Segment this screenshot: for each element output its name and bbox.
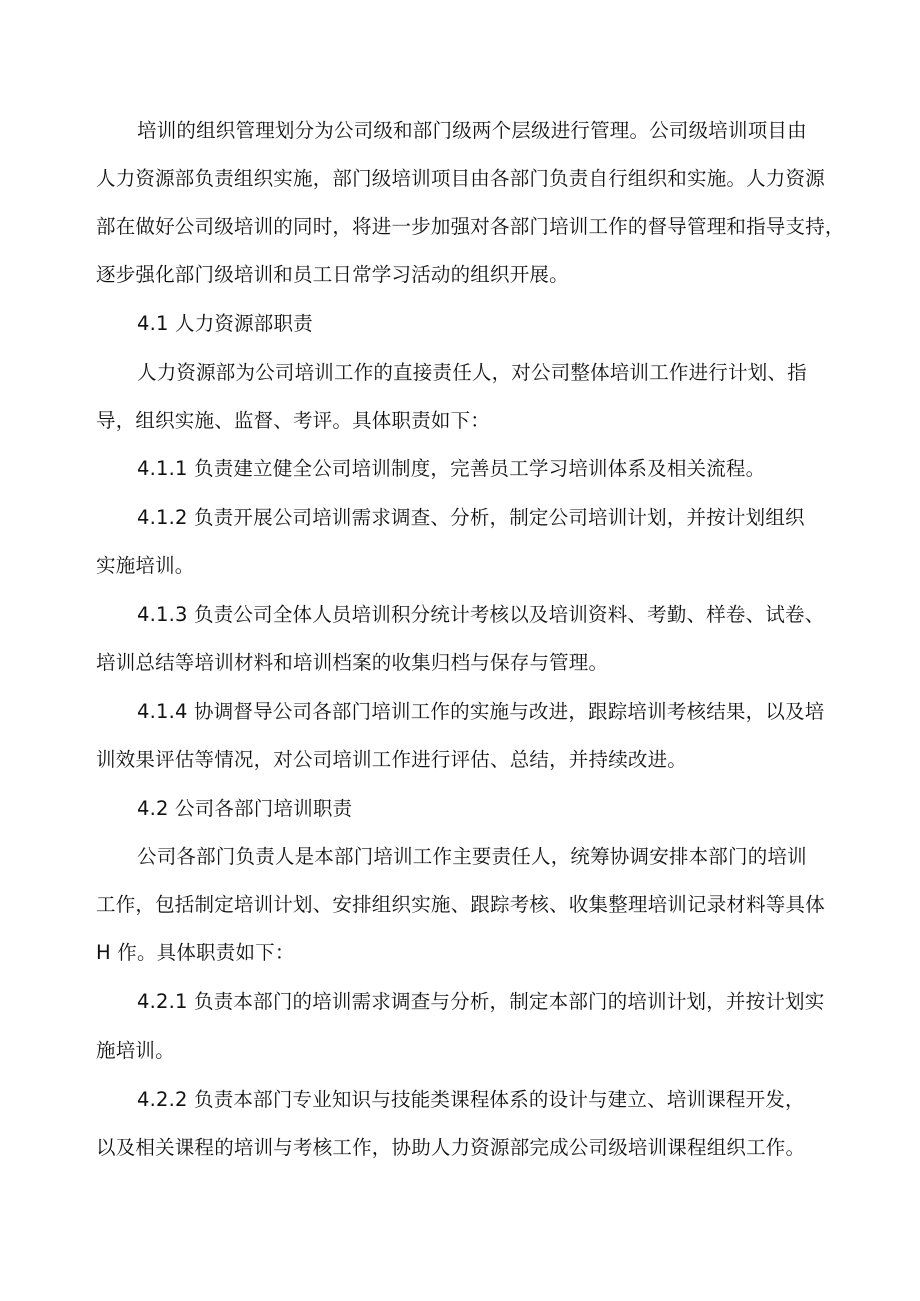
item-4-1-4-line-1: 4.1.4 协调督导公司各部门培训工作的实施与改进，跟踪培训考核结果，以及培 [137,700,825,723]
sec-4-1-intro-line-2: 导，组织实施、监督、考评。具体职责如下： [96,409,491,432]
intro-line-1: 培训的组织管理划分为公司级和部门级两个层级进行管理。公司级培训项目由 [137,119,807,142]
item-4-1-2-line-2: 实施培训。 [96,554,195,577]
item-4-2-2-line-2: 以及相关课程的培训与考核工作，协助人力资源部完成公司级培训课程组织工作。 [96,1136,806,1159]
item-4-1-2-line-1: 4.1.2 负责开展公司培训需求调查、分析，制定公司培训计划，并按计划组织 [137,506,805,529]
sec-4-2-intro-line-2: 工作，包括制定培训计划、安排组织实施、跟踪考核、收集整理培训记录材料等具体 [96,893,825,916]
intro-line-2: 人力资源部负责组织实施，部门级培训项目由各部门负责自行组织和实施。人力资源 [96,167,825,190]
item-4-1-3-line-1: 4.1.3 负责公司全体人员培训积分统计考核以及培训资料、考勤、样卷、试卷、 [137,603,825,626]
item-4-2-1-line-2: 施培训。 [96,1039,175,1062]
sec-4-1-intro-line-1: 人力资源部为公司培训工作的直接责任人，对公司整体培训工作进行计划、指 [137,361,807,384]
item-4-1-3-line-2: 培训总结等培训材料和培训档案的收集归档与保存与管理。 [96,651,609,674]
section-heading-4-2: 4.2 公司各部门培训职责 [137,797,353,820]
sec-4-2-intro-line-1: 公司各部门负责人是本部门培训工作主要责任人，统筹协调安排本部门的培训 [137,845,807,868]
item-4-2-2-line-1: 4.2.2 负责本部门专业知识与技能类课程体系的设计与建立、培训课程开发， [137,1088,805,1111]
sec-4-2-intro-line-3: H 作。具体职责如下： [96,941,295,964]
section-heading-4-1: 4.1 人力资源部职责 [137,312,313,335]
intro-line-3: 部在做好公司级培训的同时，将进一步加强对各部门培训工作的督导管理和指导支持， [96,215,845,238]
item-4-1-4-line-2: 训效果评估等情况，对公司培训工作进行评估、总结，并持续改进。 [96,748,688,771]
item-4-1-1-line-1: 4.1.1 负责建立健全公司培训制度，完善员工学习培训体系及相关流程。 [137,457,766,480]
item-4-2-1-line-1: 4.2.1 负责本部门的培训需求调查与分析，制定本部门的培训计划，并按计划实 [137,990,825,1013]
intro-line-4: 逐步强化部门级培训和员工日常学习活动的组织开展。 [96,263,569,286]
